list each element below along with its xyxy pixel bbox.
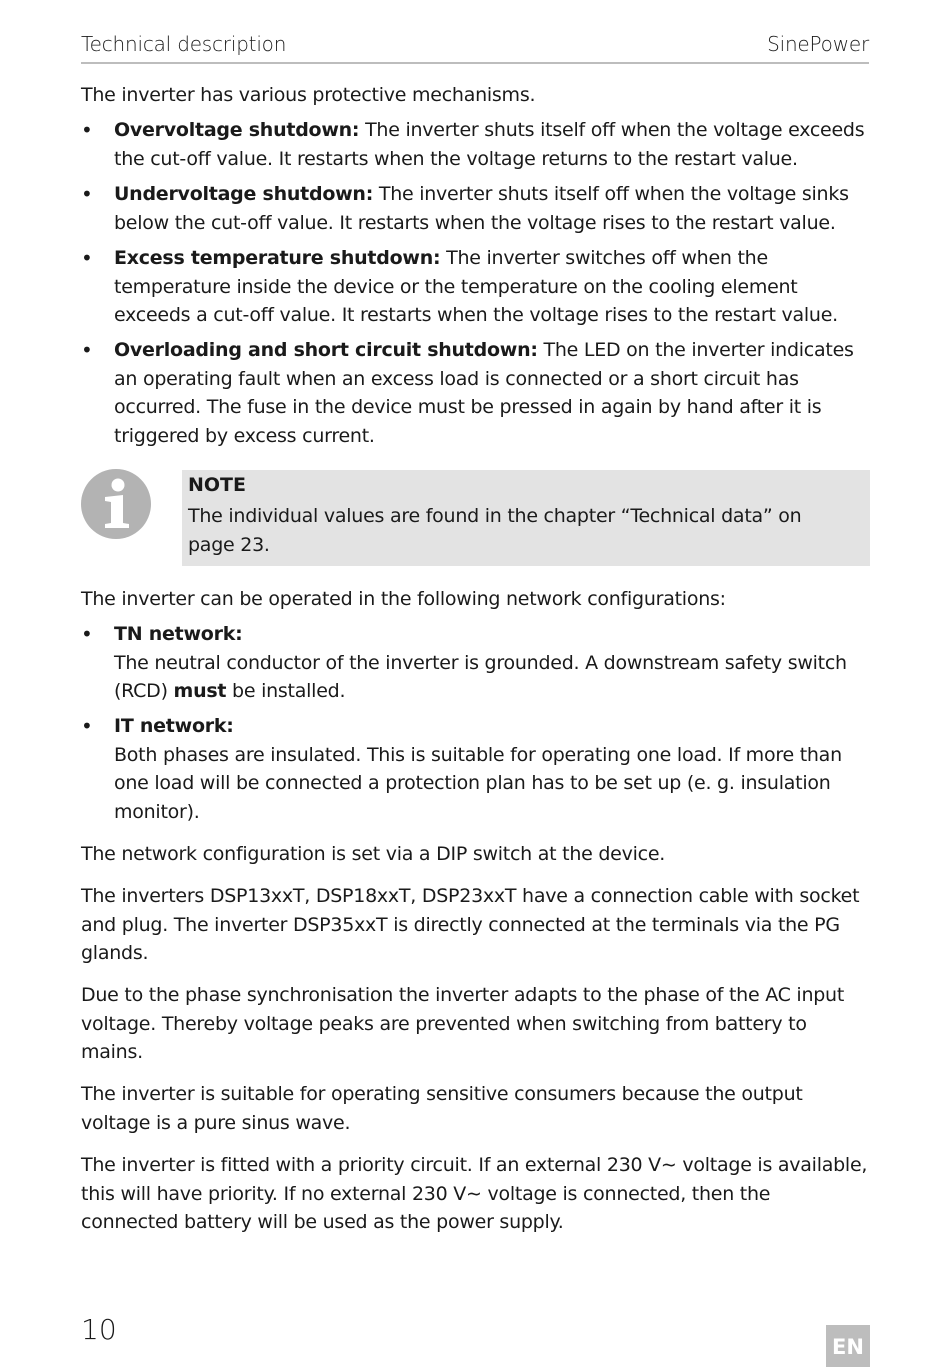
bullet-marker: • [81, 622, 93, 646]
list-item-text: be installed. [226, 680, 346, 702]
list-item-title: TN network: [114, 623, 243, 645]
language-badge: EN [826, 1325, 870, 1367]
bullet-marker: • [81, 118, 93, 142]
list-item-text: The neutral conductor of the inverter is grounded. A downstream safety switch (RCD) [114, 651, 847, 702]
note-box [182, 470, 870, 566]
bullet-marker: • [81, 246, 93, 270]
list-item-text: The inverter shuts itself off when the voltage exceeds the cut-off value. It restarts when the voltage returns to the restart value. [114, 119, 865, 170]
list-item-title: Overvoltage shutdown: [114, 119, 360, 141]
list-item [81, 620, 871, 706]
list-item-text: Both phases are insulated. This is suitable for operating one load. If more than one load will be connected a protection plan has to be set up (e. g. insulation monitor). [114, 743, 842, 823]
page-header [81, 30, 869, 64]
paragraph: The network configuration is set via a DIP switch at the device. [81, 843, 666, 865]
list-item-text: The inverter shuts itself off when the voltage sinks below the cut-off value. It restarts when the voltage rises to the restart value. [114, 183, 849, 234]
bullet-marker: • [81, 182, 93, 206]
paragraph: Due to the phase synchronisation the inverter adapts to the phase of the AC input voltage. Thereby voltage peaks are prevented when switching from battery to mains. [81, 984, 845, 1063]
list-item-title: Undervoltage shutdown: [114, 183, 374, 205]
page-number: 10 [81, 1313, 117, 1346]
network-intro-paragraph: The inverter can be operated in the following network configurations: [81, 588, 726, 610]
list-item-title: IT network: [114, 715, 234, 737]
note-text: The individual values are found in the chapter “Technical data” on page 23. [188, 505, 802, 556]
list-item-text: The inverter switches off when the temperature inside the device or the temperature on the cooling element exceeds a cut-off value. It restarts when the voltage rises to the restart value. [114, 247, 838, 326]
list-item [81, 244, 871, 330]
header-product-name: SinePower [767, 32, 869, 56]
paragraph: The inverter is fitted with a priority circuit. If an external 230 V∼ voltage is available, this will have priority. If no external 230 V∼ voltage is connected, then the connected battery will be used as the power supply. [81, 1154, 868, 1233]
info-icon [81, 469, 151, 539]
list-item-emphasis: must [173, 680, 227, 702]
note-title: NOTE [188, 474, 246, 496]
list-item [81, 180, 871, 237]
intro-paragraph: The inverter has various protective mechanisms. [81, 84, 536, 106]
paragraph: The inverters DSP13xxT, DSP18xxT, DSP23xxT have a connection cable with socket and plug. The inverter DSP35xxT is directly connected at the terminals via the PG glands. [81, 885, 860, 964]
header-section-title: Technical description [81, 32, 287, 56]
bullet-marker: • [81, 714, 93, 738]
list-item-title: Excess temperature shutdown: [114, 247, 441, 269]
list-item [81, 712, 871, 826]
list-item-text: The LED on the inverter indicates an operating fault when an excess load is connected or a short circuit has occurred. The fuse in the device must be pressed in again by hand after it is triggered by excess current. [114, 339, 854, 447]
paragraph: The inverter is suitable for operating sensitive consumers because the output voltage is a pure sinus wave. [81, 1083, 803, 1134]
list-item [81, 116, 871, 173]
list-item-title: Overloading and short circuit shutdown: [114, 339, 538, 361]
list-item [81, 336, 871, 450]
bullet-marker: • [81, 338, 93, 362]
